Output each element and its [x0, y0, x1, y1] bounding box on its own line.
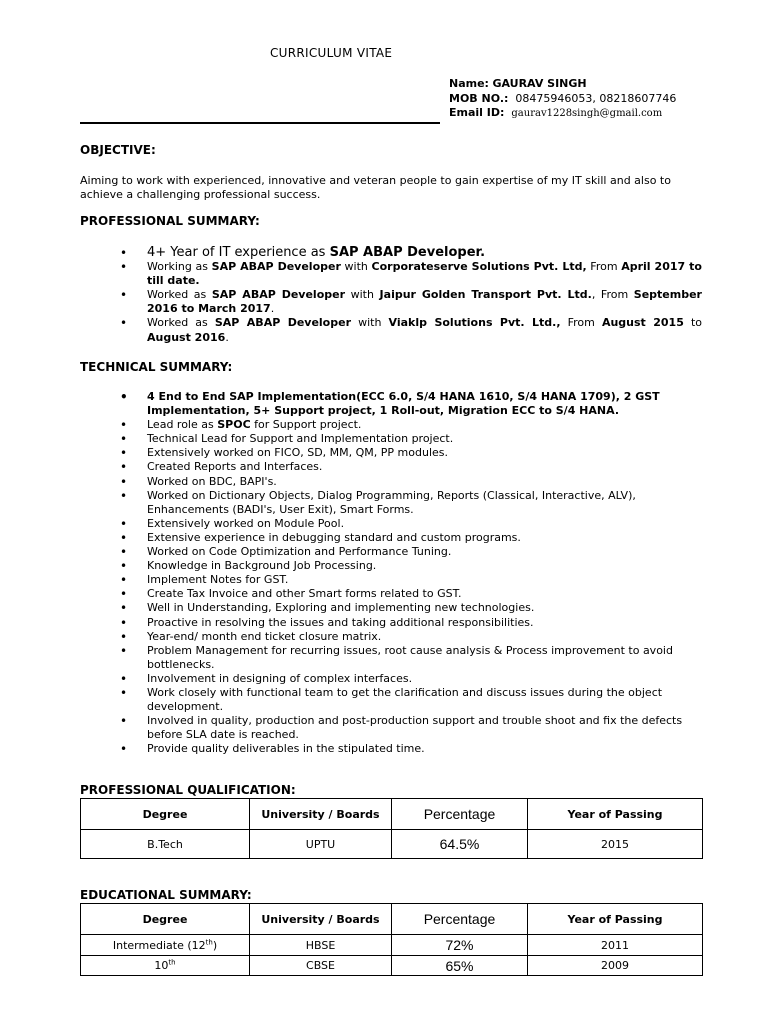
column-header: Degree: [81, 799, 250, 830]
technical-summary-list: [120, 390, 702, 756]
list-item: • 4+ Year of IT experience as SAP ABAP Developer.: [120, 245, 486, 260]
table-cell: 2009: [528, 956, 703, 976]
professional-summary-list: [120, 246, 702, 345]
column-header: Percentage: [392, 799, 528, 830]
list-item: • Lead role as SPOC for Support project.: [120, 418, 362, 433]
list-item: • Create Tax Invoice and other Smart forms related to GST.: [120, 587, 462, 602]
table-header-row: [81, 904, 703, 935]
mobile-label: MOB NO.:: [449, 91, 509, 105]
list-item: • Worked on Dictionary Objects, Dialog Programming, Reports (Classical, Interactive, ALV), Enhancements (BADI's, User Exit), Smart Forms.: [120, 488, 636, 516]
list-item: • Involved in quality, production and post-production support and trouble shoot and fix the defects before SLA date is reached.: [120, 714, 683, 742]
email-line: [449, 106, 676, 122]
table-cell: 72%: [392, 935, 528, 956]
list-item: • Provide quality deliverables in the stipulated time.: [120, 742, 425, 757]
list-item: • Knowledge in Background Job Processing.: [120, 559, 377, 574]
list-item: • Involvement in designing of complex interfaces.: [120, 671, 413, 686]
educational-summary-heading: EDUCATIONAL SUMMARY:: [80, 888, 252, 902]
mobile-line: [449, 92, 676, 107]
column-header: Year of Passing: [528, 904, 703, 935]
column-header: Percentage: [392, 904, 528, 935]
header-divider: [80, 122, 440, 124]
table-cell: B.Tech: [81, 830, 250, 859]
table-cell: 64.5%: [392, 830, 528, 859]
list-item: • Year-end/ month end ticket closure matrix.: [120, 629, 382, 644]
name-label: Name:: [449, 77, 489, 90]
table-row: [81, 935, 703, 956]
list-item: • Technical Lead for Support and Implementation project.: [120, 432, 454, 447]
list-item: • Extensively worked on Module Pool.: [120, 516, 345, 531]
table-cell: UPTU: [250, 830, 392, 859]
document-title: CURRICULUM VITAE: [270, 46, 393, 60]
email-value: gaurav1228singh@gmail.com: [511, 108, 663, 119]
column-header: University / Boards: [250, 904, 392, 935]
professional-summary-heading: PROFESSIONAL SUMMARY:: [80, 214, 260, 228]
professional-qualification-table: [80, 798, 703, 859]
list-item: • Well in Understanding, Exploring and implementing new technologies.: [120, 601, 535, 616]
list-item: • Implement Notes for GST.: [120, 573, 289, 588]
table-cell: HBSE: [250, 935, 392, 956]
contact-block: [449, 77, 676, 122]
list-item: • Extensively worked on FICO, SD, MM, QM, PP modules.: [120, 446, 448, 461]
table-cell: 10th: [81, 956, 250, 976]
name-value: GAURAV SINGH: [492, 77, 587, 90]
list-item: • Worked as SAP ABAP Developer with Jaipur Golden Transport Pvt. Ltd., From September 2016 to March 2017.: [120, 288, 702, 316]
professional-qualification-heading: PROFESSIONAL QUALIFICATION:: [80, 783, 296, 797]
column-header: University / Boards: [250, 799, 392, 830]
table-cell: 2015: [528, 830, 703, 859]
mobile-value: 08475946053, 08218607746: [515, 91, 677, 105]
list-item: • Worked on BDC, BAPI's.: [120, 474, 277, 489]
list-item: • Extensive experience in debugging standard and custom programs.: [120, 530, 521, 545]
list-item: • Worked on Code Optimization and Performance Tuning.: [120, 545, 452, 560]
table-row: [81, 830, 703, 859]
objective-text: Aiming to work with experienced, innovative and veteran people to gain expertise of my IT skill and also to achieve a challenging professional success.: [80, 174, 671, 201]
table-cell: 65%: [392, 956, 528, 976]
name-line: [449, 77, 676, 92]
list-item: • Created Reports and Interfaces.: [120, 460, 323, 475]
column-header: Degree: [81, 904, 250, 935]
table-cell: Intermediate (12th): [81, 935, 250, 956]
objective-heading: OBJECTIVE:: [80, 143, 156, 157]
list-item: • Work closely with functional team to get the clarification and discuss issues during the object development.: [120, 685, 663, 714]
list-item: • 4 End to End SAP Implementation(ECC 6.0, S/4 HANA 1610, S/4 HANA 1709), 2 GST Implementation, 5+ Support project, 1 Roll-out, Migration ECC to S/4 HANA.: [120, 390, 660, 418]
list-item: • Problem Management for recurring issues, root cause analysis & Process improvement to avoid bottlenecks.: [120, 643, 673, 671]
educational-summary-table: [80, 903, 703, 976]
email-label: Email ID:: [449, 106, 505, 119]
list-item: • Working as SAP ABAP Developer with Corporateserve Solutions Pvt. Ltd, From April 2017 to till date.: [120, 260, 702, 288]
technical-summary-heading: TECHNICAL SUMMARY:: [80, 360, 233, 374]
table-cell: 2011: [528, 935, 703, 956]
table-header-row: [81, 799, 703, 830]
list-item: • Proactive in resolving the issues and taking additional responsibilities.: [120, 615, 534, 630]
column-header: Year of Passing: [528, 799, 703, 830]
list-item: • Worked as SAP ABAP Developer with Viaklp Solutions Pvt. Ltd., From August 2015 to August 2016.: [120, 316, 702, 344]
table-row: [81, 956, 703, 976]
table-cell: CBSE: [250, 956, 392, 976]
